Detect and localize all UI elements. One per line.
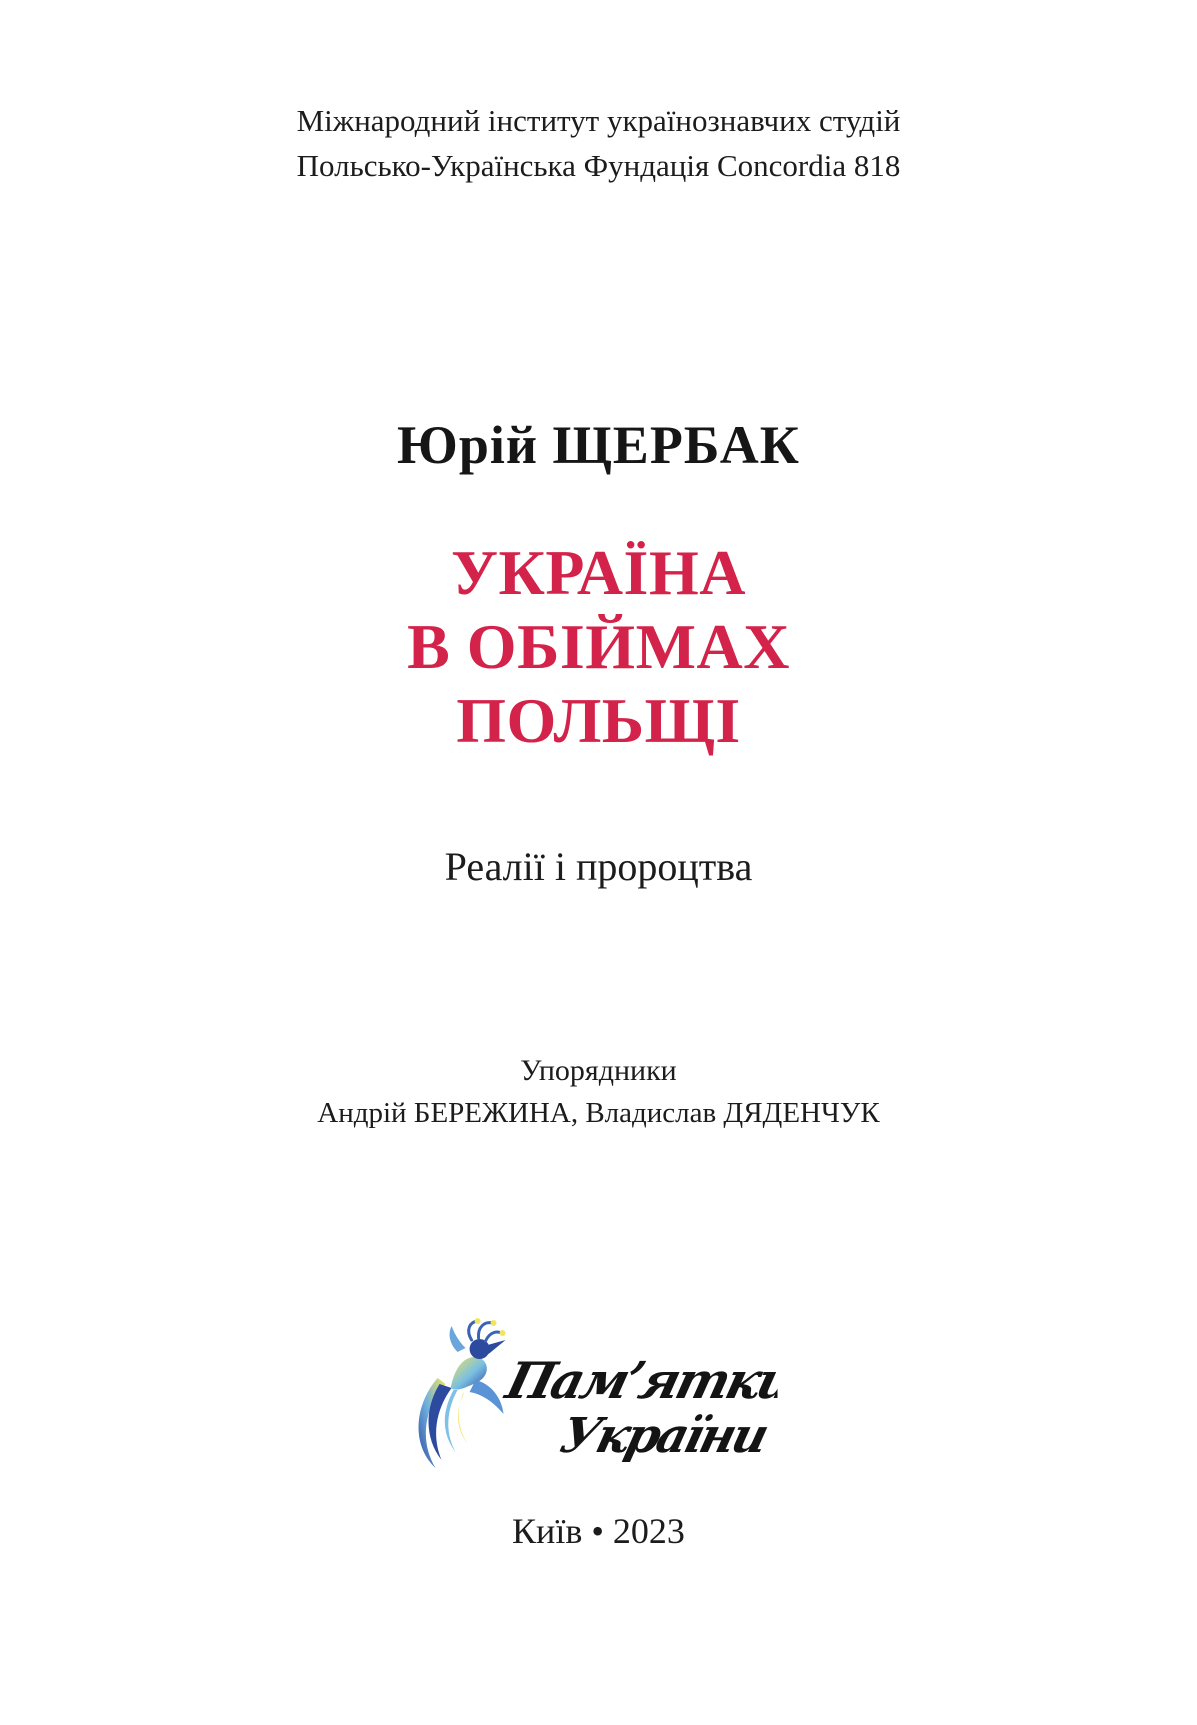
firebird-icon [418, 1318, 505, 1468]
compilers-names: Андрій БЕРЕЖИНА, Владислав ДЯДЕНЧУК [317, 1097, 880, 1129]
book-subtitle: Реалії і пророцтва [444, 844, 753, 889]
publisher-line-1: Міжнародний інститут українознавчих студій [296, 103, 901, 138]
publisher-logo [405, 1318, 777, 1478]
pamyatky-ukrainy-logo [405, 1318, 777, 1478]
book-title-line-3: ПОЛЬЩІ [456, 685, 741, 756]
publisher-block [0, 98, 1197, 188]
author-name: Юрій ЩЕРБАК [397, 415, 800, 475]
publisher-line-2: Польсько-Українська Фундація Concordia 818 [296, 148, 901, 183]
book-title-line-1: УКРАЇНА [451, 537, 746, 608]
imprint-city-year: Київ • 2023 [512, 1511, 685, 1551]
compilers-block [0, 1050, 1197, 1134]
book-title [0, 536, 1197, 758]
logo-text-line2: України [554, 1407, 772, 1464]
book-title-line-2: В ОБІЙМАХ [407, 611, 790, 682]
logo-text-line1: Памʼятки [500, 1350, 778, 1410]
compilers-heading: Упорядники [520, 1054, 677, 1087]
